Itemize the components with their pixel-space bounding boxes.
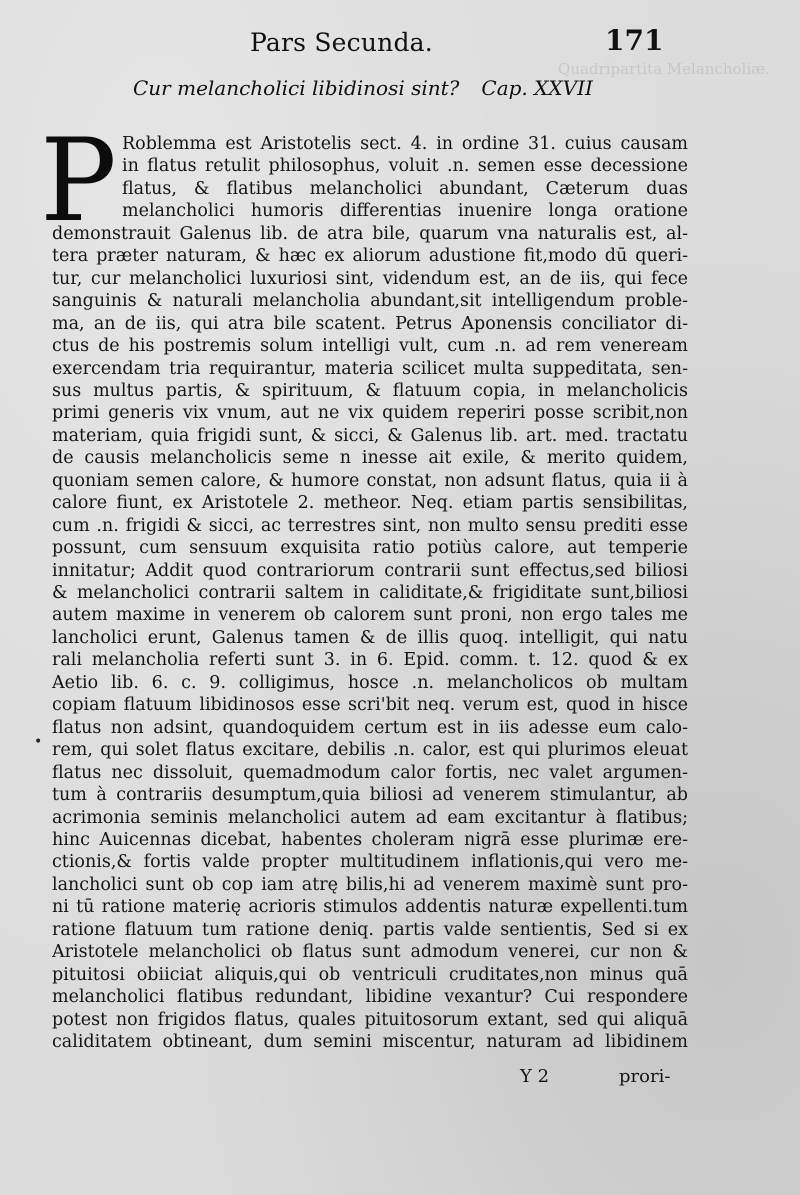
text-line: potest non frigidos flatus, quales pituitosorum extant, sed qui aliquā — [52, 1009, 688, 1030]
text-line: primi generis vix vnum, aut ne vix quidem reperiri posse scribit,non — [52, 403, 688, 424]
text-line: quoniam semen calore, & humore constat, non adsunt flatus, quia ii à — [52, 470, 688, 491]
text-line: tera præter naturam, & hæc ex aliorum adustione fit,modo dū queri- — [52, 246, 688, 267]
text-line: Aristotele melancholici ob flatus sunt admodum venerei, cur non & — [52, 942, 688, 963]
text-line: tum à contrariis desumptum,quia biliosi ad venerem stimulantur, ab — [52, 785, 688, 806]
page-footer — [0, 1066, 800, 1096]
text-line: exercendam tria requirantur, materia scilicet multa suppeditata, sen- — [52, 358, 688, 379]
text-line: de causis melancholicis seme n inesse ait exile, & merito quidem, — [52, 448, 688, 469]
text-line: demonstrauit Galenus lib. de atra bile, quarum vna naturalis est, al- — [52, 223, 688, 244]
drop-cap: P — [40, 114, 117, 247]
text-line: cum .n. frigidi & sicci, ac terrestres sint, non multo sensu prediti esse — [52, 515, 688, 536]
signature-mark: Y 2 — [520, 1066, 550, 1087]
text-line: lancholici sunt ob cop iam atrę bilis,hi ad venerem maximè sunt pro- — [52, 874, 688, 895]
text-line: calore fiunt, ex Aristotele 2. metheor. Neq. etiam partis sensibilitas, — [52, 493, 688, 514]
text-line: caliditatem obtineant, dum semini miscentur, naturam ad libidinem — [52, 1032, 688, 1052]
text-line: Roblemma est Aristotelis sect. 4. in ordine 31. cuius causam — [122, 134, 688, 154]
text-line: melancholici humoris differentias inuenire longa oratione — [122, 201, 688, 222]
chapter-title: Cur melancholici libidinosi sint? — [133, 76, 460, 100]
page-header — [0, 20, 800, 60]
text-line: flatus non adsint, quandoquidem certum est in iis adesse eum calo- — [52, 717, 688, 738]
text-line: hinc Auicennas dicebat, habentes choleram nigrā esse plurimæ ere- — [52, 829, 688, 850]
text-line: ctionis,& fortis valde propter multitudinem inflationis,qui vero me- — [52, 852, 688, 873]
text-line: possunt, cum sensuum exquisita ratio potiùs calore, aut temperie — [52, 538, 688, 559]
text-line: copiam flatuum libidinosos esse scri'bit neq. verum est, quod in hisce — [52, 695, 688, 716]
text-line: autem maxime in venerem ob calorem sunt proni, non ergo tales me — [52, 605, 688, 626]
text-line: ctus de his postremis solum intelligi vult, cum .n. ad rem veneream — [52, 336, 688, 357]
margin-bullet: • — [34, 734, 43, 750]
text-line: tur, cur melancholici luxuriosi sint, videndum est, an de iis, qui fece — [52, 268, 688, 289]
text-line: rali melancholia referti sunt 3. in 6. Epid. comm. t. 12. quod & ex — [52, 650, 688, 671]
text-line: innitatur; Addit quod contrariorum contrarii sunt effectus,sed biliosi — [52, 560, 688, 581]
page-number: 171 — [605, 24, 664, 57]
running-head: Pars Secunda. — [250, 28, 433, 57]
text-line: ma, an de iis, qui atra bile scatent. Petrus Aponensis conciliator di- — [52, 313, 688, 334]
text-line: in flatus retulit philosophus, voluit .n. semen esse decessione — [122, 156, 688, 177]
text-line: sus multus partis, & spirituum, & flatuum copia, in melancholicis — [52, 380, 688, 401]
text-line: lancholici erunt, Galenus tamen & de illis quoq. intelligit, qui natu — [52, 627, 688, 648]
text-line: ni tū ratione materię acrioris stimulos addentis naturæ expellenti.tum — [52, 897, 688, 918]
chapter-heading — [133, 76, 603, 100]
text-line: flatus, & flatibus melancholici abundant, Cæterum duas — [122, 178, 688, 199]
text-line: pituitosi obiiciat aliquis,qui ob ventriculi cruditates,non minus quā — [52, 964, 688, 985]
text-line: flatus nec dissoluit, quemadmodum calor fortis, nec valet argumen- — [52, 762, 688, 783]
chapter-number: Cap. XXVII — [481, 76, 593, 100]
text-line: Aetio lib. 6. c. 9. colligimus, hosce .n. melancholicos ob multam — [52, 672, 688, 693]
text-line: sanguinis & naturali melancholia abundant,sit intelligendum proble- — [52, 291, 688, 312]
text-line: rem, qui solet flatus excitare, debilis .n. calor, est qui plurimos eleuat — [52, 740, 688, 761]
text-line: melancholici flatibus redundant, libidine vexantur? Cui respondere — [52, 987, 688, 1008]
text-line: materiam, quia frigidi sunt, & sicci, & Galenus lib. art. med. tractatu — [52, 425, 688, 446]
text-line: ratione flatuum tum ratione deniq. partis valde sentientis, Sed si ex — [52, 919, 688, 940]
text-line: & melancholici contrarii saltem in caliditate,& frigiditate sunt,biliosi — [52, 583, 688, 603]
show-through-text: Quadripartita Melancholiæ. — [558, 60, 770, 78]
catchword: prori- — [619, 1066, 671, 1087]
text-line: acrimonia seminis melancholici autem ad eam excitantur à flatibus; — [52, 807, 688, 828]
